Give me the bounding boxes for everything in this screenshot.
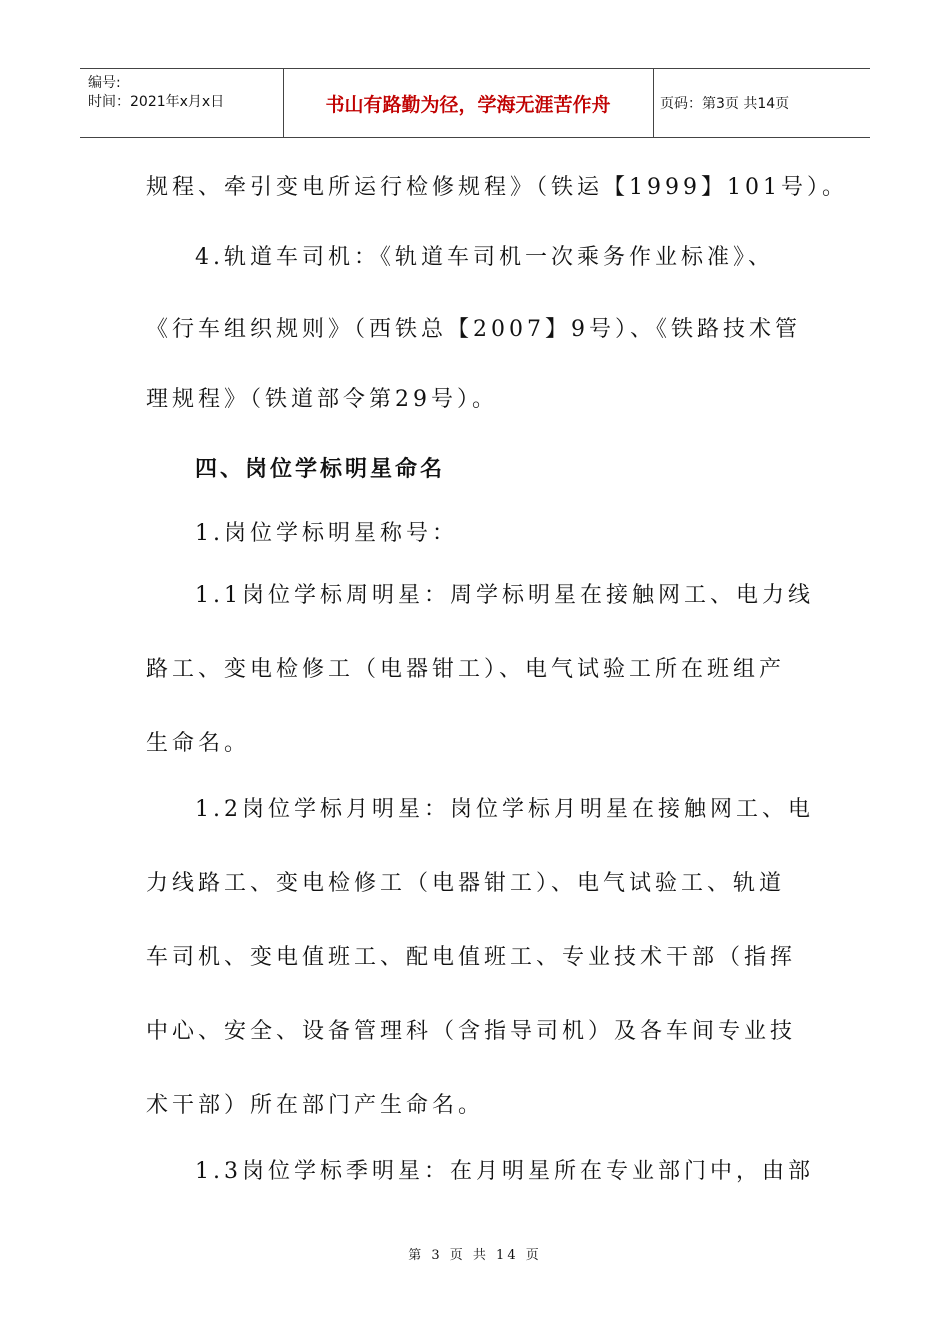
body-line: 1.3岗位学标季明星：在月明星所在专业部门中，由部 (195, 1159, 814, 1184)
body-line: 《行车组织规则》（西铁总【2007】9号）、《铁路技术管 (146, 317, 801, 342)
body-line: 路工、变电检修工（电器钳工）、电气试验工所在班组产 (146, 657, 786, 682)
time-label: 时间：2021年x月x日 (88, 94, 225, 110)
section-heading: 四、岗位学标明星命名 (195, 457, 446, 482)
body-line: 1.2岗位学标月明星：岗位学标月明星在接触网工、电 (195, 797, 814, 822)
body-line: 车司机、变电值班工、配电值班工、专业技术干部（指挥 (146, 945, 797, 970)
header-motto: 书山有路勤为径，学海无涯苦作舟 (283, 69, 654, 137)
body-line: 4.轨道车司机：《轨道车司机一次乘务作业标准》、 (195, 245, 774, 270)
body-line: 理规程》（铁道部令第29号）。 (146, 387, 498, 412)
header-page-info: 页码：第3页 共14页 (660, 96, 790, 112)
body-line: 术干部）所在部门产生命名。 (146, 1093, 485, 1118)
body-line: 1.岗位学标明星称号： (195, 521, 458, 546)
body-line: 规程、牵引变电所运行检修规程》（铁运【1999】101号）。 (146, 175, 848, 200)
number-label: 编号: (88, 75, 121, 91)
page-footer: 第 3 页 共 14 页 (408, 1248, 542, 1263)
body-line: 力线路工、变电检修工（电器钳工）、电气试验工、轨道 (146, 871, 786, 896)
header-meta (80, 69, 284, 137)
page-header (80, 68, 870, 138)
body-line: 中心、安全、设备管理科（含指导司机）及各车间专业技 (146, 1019, 797, 1044)
body-line: 1.1岗位学标周明星：周学标明星在接触网工、电力线 (195, 583, 814, 608)
body-line: 生命名。 (146, 731, 251, 756)
